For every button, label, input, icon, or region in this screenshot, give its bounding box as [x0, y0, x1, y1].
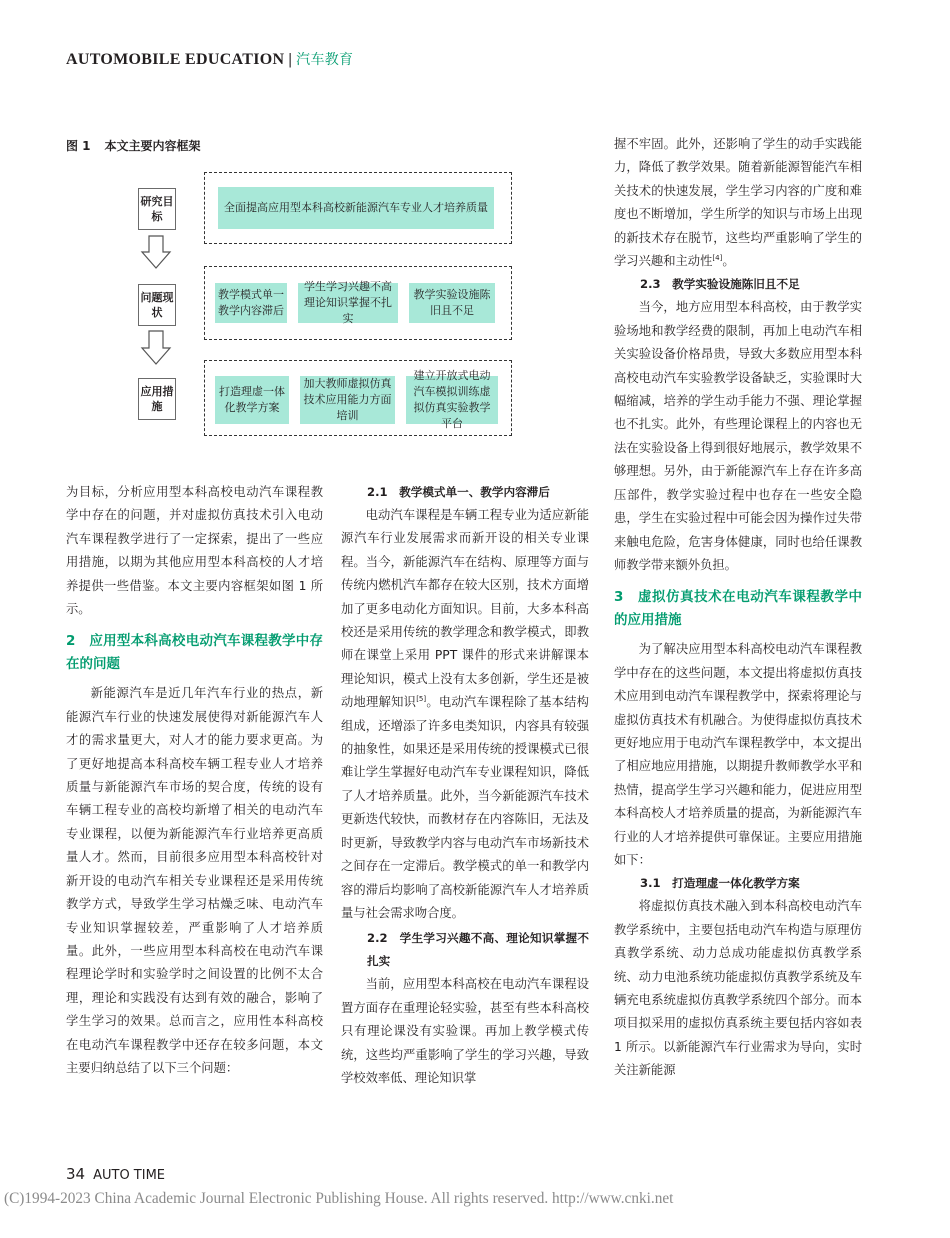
section-2-3-heading: 2.3 教学实验设施陈旧且不足 — [640, 277, 800, 292]
measure-box-2: 加大教师虚拟仿真技术应用能力方面培训 — [300, 376, 395, 424]
label-problem-status: 问题现状 — [138, 284, 176, 326]
problem-box-3: 教学实验设施陈旧且不足 — [409, 283, 495, 323]
column-3 — [614, 133, 862, 1083]
section-3-1-heading: 3.1 打造理虚一体化教学方案 — [640, 876, 800, 891]
journal-name: AUTO TIME — [93, 1168, 166, 1183]
copyright-line: (C)1994-2023 China Academic Journal Electronic Publishing House. All rights reserved. http://www.cnki.net — [4, 1190, 674, 1207]
section-2-paragraph: 新能源汽车是近几年汽车行业的热点，新能源汽车行业的快速发展使得对新能源汽车人才的需求量更大，对人才的能力要求更高。为了更好地提高本科高校车辆工程专业人才培养质量与新能源汽车市场的契合度，传统的设有车辆工程专业的高校均新增了相关的电动汽车专业课程，以便为新能源汽车行业培养更高质量人才。然而，目前很多应用型本科高校针对新开设的电动汽车相关专业课程还是采用传统教学方式，导致学生学习枯燥乏味、电动汽车专业知识掌握较差，严重影响了人才培养质量。此外，一些应用型本科高校在电动汽车课程理论学时和实验学时之间设置的比例不太合理，理论和实践没有达到有效的融合，影响了学生学习的效果。总而言之，应用性本科高校在电动汽车课程教学中还存在较多问题，本文主要归纳总结了以下三个问题： — [66, 686, 323, 1075]
header-separator: | — [288, 51, 293, 68]
section-2-1-heading: 2.1 教学模式单一、教学内容滞后 — [367, 485, 550, 499]
section-2-2-heading: 2.2 学生学习兴趣不高、理论知识掌握不扎实 — [367, 931, 589, 969]
section-3-heading: 3 虚拟仿真技术在电动汽车课程教学中的应用措施 — [614, 589, 862, 629]
page-footer — [66, 1165, 165, 1183]
journal-header — [66, 49, 353, 69]
section-3-1-paragraph: 将虚拟仿真技术融入到本科高校电动汽车教学系统中，主要包括电动汽车构造与原理仿真教学系统、动力总成功能虚拟仿真教学系统、动力电池系统功能虚拟仿真教学系统及车辆充电系统虚拟仿真教学系统四个部分。而本项目拟采用的虚拟仿真系统主要包括内容如表 1 所示。以新能源汽车行业需求为导向，实时关注新能源 — [614, 899, 862, 1078]
section-2-heading: 2 应用型本科高校电动汽车课程教学中存在的问题 — [66, 633, 323, 673]
intro-paragraph: 为目标，分析应用型本科高校电动汽车课程教学中存在的问题，并对虚拟仿真技术引入电动汽车课程教学进行了一定探索，提出了一些应用措施，以期为其他应用型本科高校的人才培养提供一些借鉴。本文主要内容框架如图 1 所示。 — [66, 485, 323, 617]
down-arrow-2 — [142, 331, 170, 364]
column-2 — [341, 481, 589, 1090]
section-2-2-paragraph: 当前，应用型本科高校在电动汽车课程设置方面存在重理论轻实验，甚至有些本科高校只有理论课没有实验课。再加上教学模式传统，这些均严重影响了学生的学习兴趣，导致学校效率低、理论知识掌 — [341, 977, 589, 1085]
header-en: AUTOMOBILE EDUCATION — [66, 51, 285, 68]
section-2-2-continued: 握不牢固。此外，还影响了学生的动手实践能力，降低了教学效果。随着新能源智能汽车相关技术的快速发展，学生学习内容的广度和难度也不断增加，学生所学的知识与市场上出现的新技术存在脱节，这些均严重影响了学生的学习兴趣和主动性[4]。 — [614, 137, 862, 269]
measure-box-3: 建立开放式电动汽车模拟训练虚拟仿真实验教学平台 — [406, 376, 498, 424]
measure-box-1: 打造理虚一体化教学方案 — [215, 376, 289, 424]
goal-box: 全面提高应用型本科高校新能源汽车专业人才培养质量 — [218, 187, 494, 229]
label-measures: 应用措施 — [138, 378, 176, 420]
section-2-1-paragraph: 电动汽车课程是车辆工程专业为适应新能源汽车行业发展需求而新开设的相关专业课程。当今，新能源汽车在结构、原理等方面与传统内燃机汽车都存在较大区别，技术方面增加了更多电动化方面知识。目前，大多本科高校还是采用传统的教学理念和教学模式，即教师在课堂上采用 PPT 课件的形式来讲解课本理论知识，模式上没有太多创新，学生还是被动地理解知识[5]。电动汽车课程除了基本结构组成，还增添了许多电类知识，内容具有较强的抽象性，如果还是采用传统的授课模式已很难让学生掌握好电动汽车专业课程知识，降低了人才培养质量。此外，当今新能源汽车技术更新迭代较快，而教材存在内容陈旧，无法及时更新，导致教学内容与电动汽车市场新技术之间存在一定滞后。教学模式的单一和教学内容的滞后均影响了高校新能源汽车人才培养质量与社会需求吻合度。 — [341, 508, 589, 920]
down-arrow-1 — [142, 236, 170, 268]
header-cn: 汽车教育 — [296, 52, 354, 68]
label-research-goal: 研究目标 — [138, 188, 176, 230]
section-3-paragraph: 为了解决应用型本科高校电动汽车课程教学中存在的这些问题，本文提出将虚拟仿真技术应用到电动汽车课程教学中，探索将理论与虚拟仿真技术有机融合。为使得虚拟仿真技术更好地应用于电动汽车课程教学中，本文提出了相应地应用措施，以期提升教师教学水平和热情，提高学生学习兴趣和能力，促进应用型本科高校人才培养质量的提高，为新能源汽车行业的人才培养提供可靠保证。主要应用措施如下： — [614, 642, 862, 867]
figure-number: 图 1 — [66, 139, 91, 153]
section-2-3-paragraph: 当今，地方应用型本科高校，由于教学实验场地和教学经费的限制，再加上电动汽车相关实验设备价格昂贵，导致大多数应用型本科高校电动汽车实验教学设备缺乏，实验课时大幅缩减，培养的学生动手能力不强、理论掌握也不扎实。此外，有些理论课程上的内容也无法在实验设备上得到很好地展示，教学效果不够理想。另外，由于新能源汽车上存在许多高压部件，教学实验过程中也存在一些安全隐患，学生在实验过程中可能会因为操作过失带来触电危险，危害身体健康，同时也给任课教师教学带来额外负担。 — [614, 300, 862, 572]
column-1 — [66, 481, 323, 1080]
problem-box-1: 教学模式单一教学内容滞后 — [215, 283, 287, 323]
citation-4: [4] — [712, 254, 723, 263]
figure-title — [66, 137, 201, 154]
problem-box-2: 学生学习兴趣不高理论知识掌握不扎实 — [298, 283, 398, 323]
page-number: 34 — [66, 1165, 86, 1183]
citation-5: [5] — [416, 695, 427, 704]
figure-caption: 本文主要内容框架 — [104, 139, 201, 153]
